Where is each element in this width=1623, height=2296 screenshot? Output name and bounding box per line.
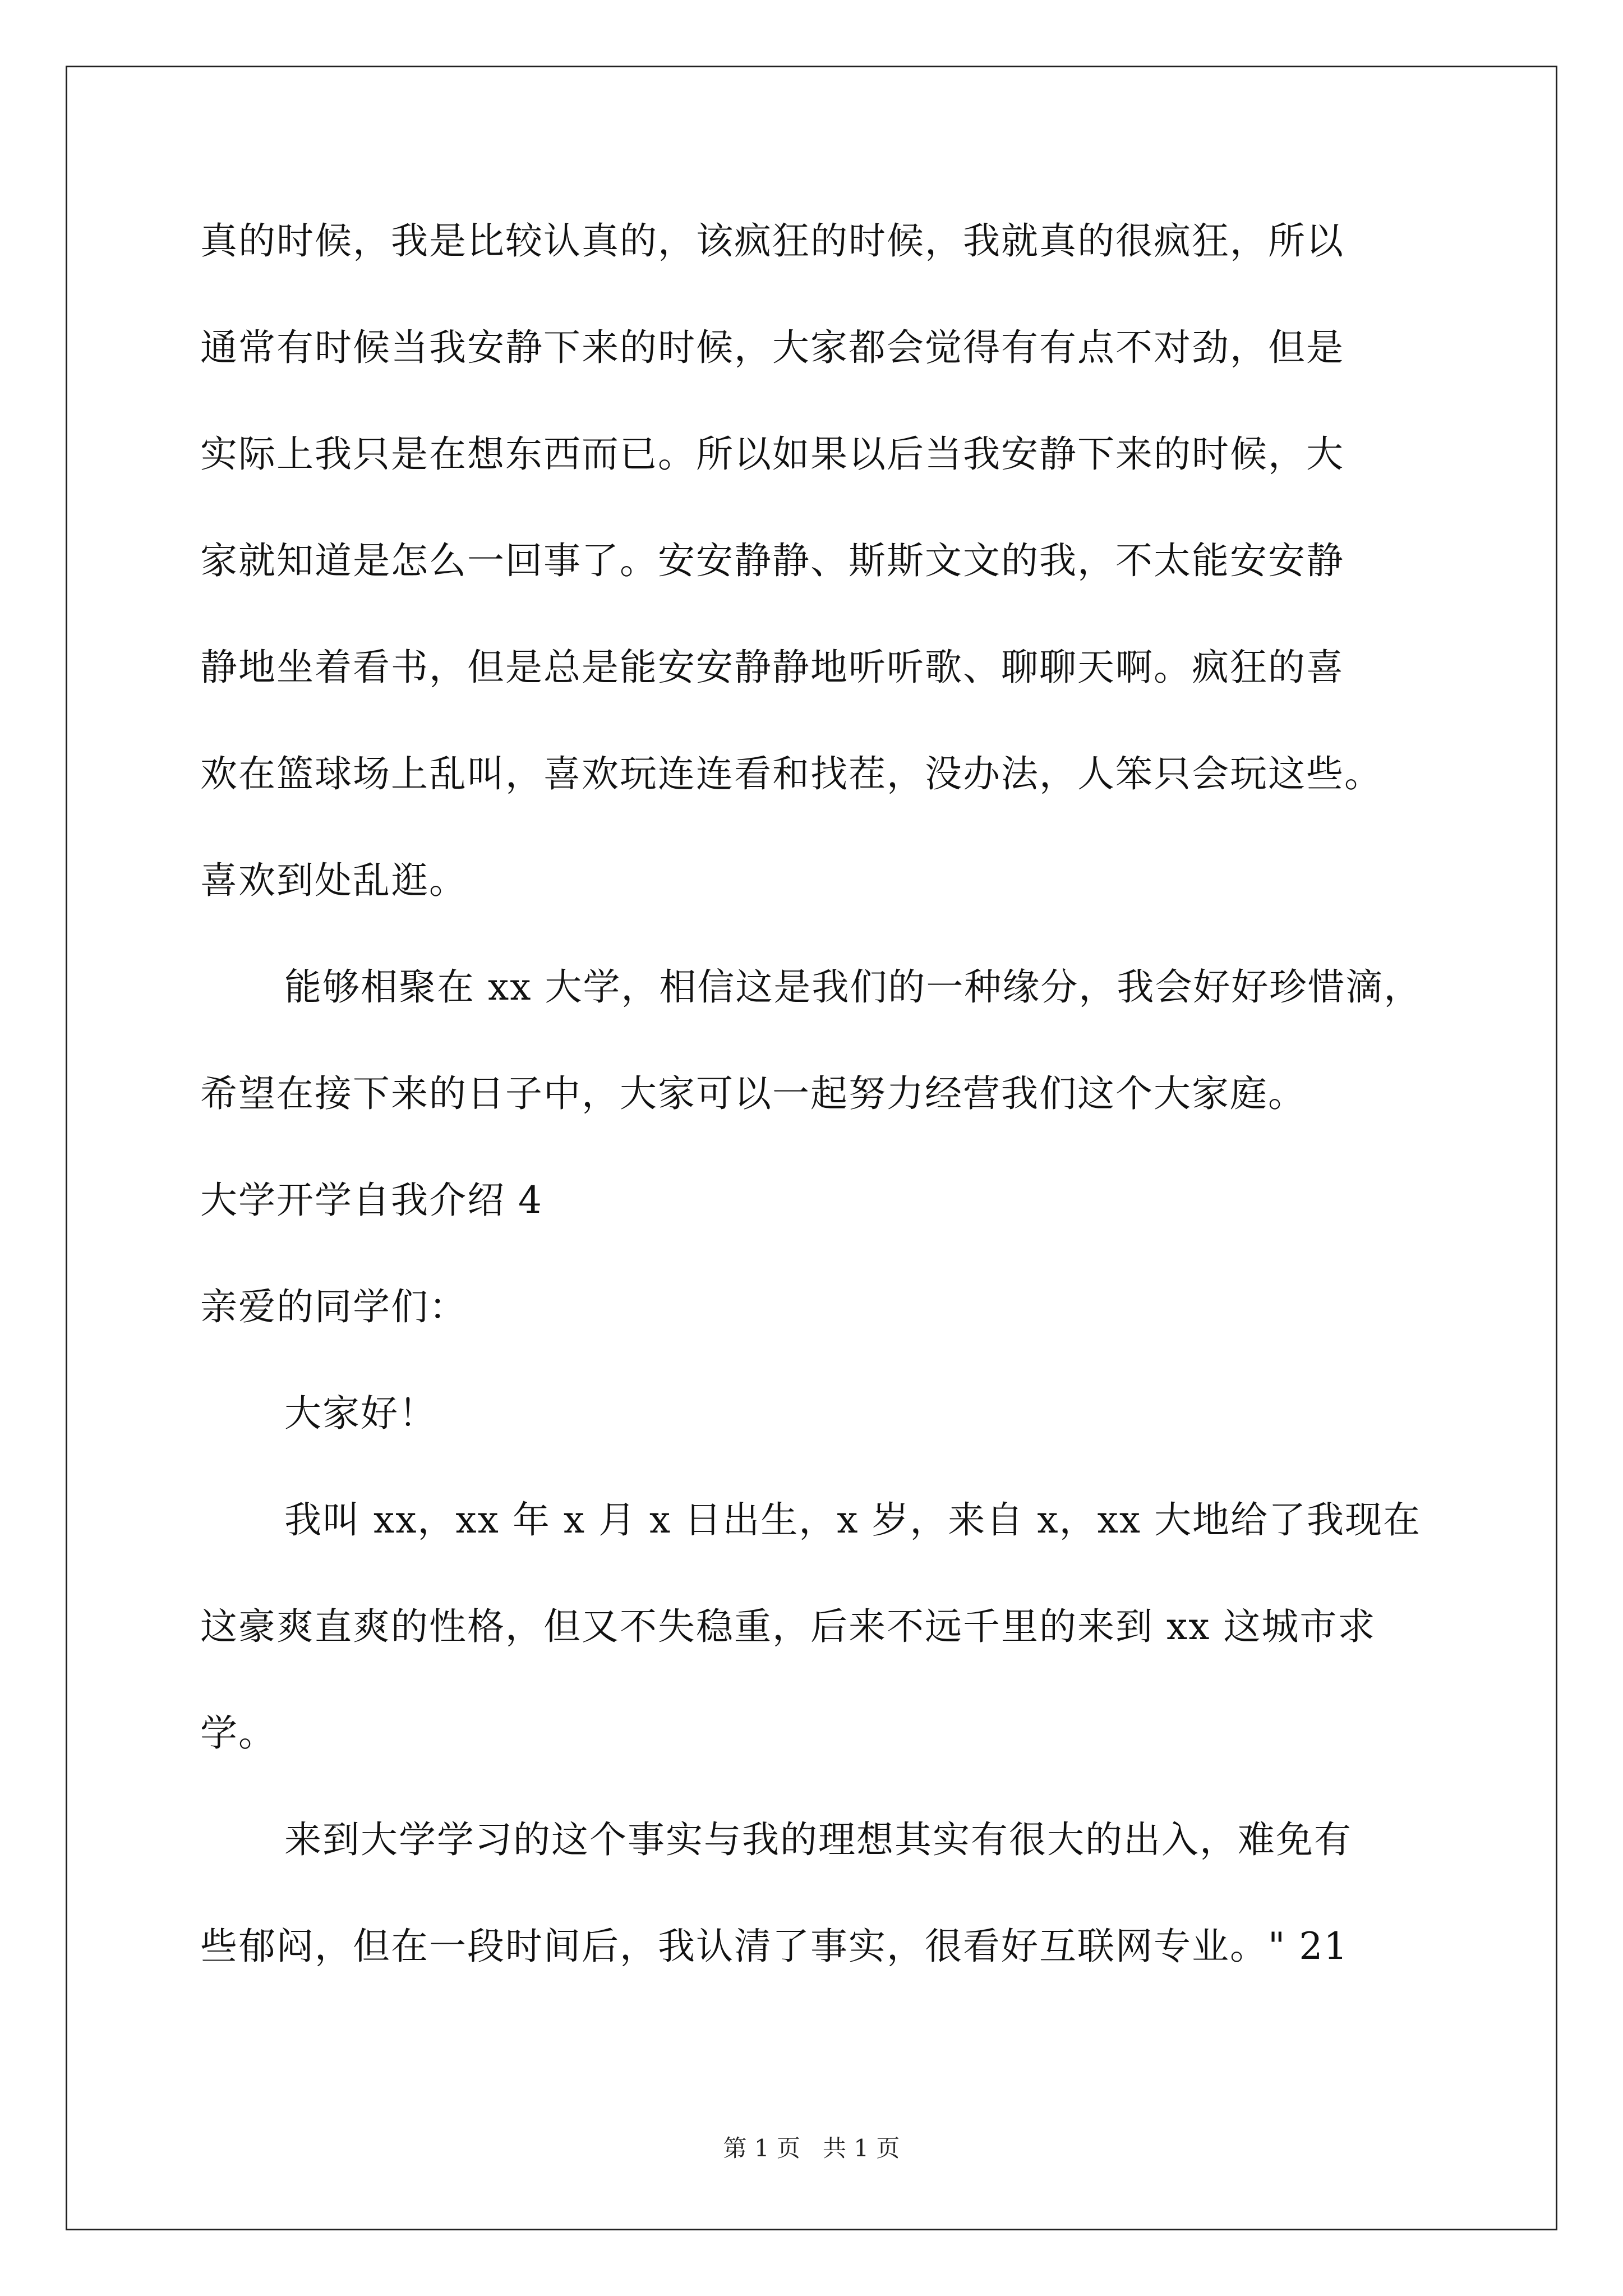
paragraph-line: 这豪爽直爽的性格，但又不失稳重，后来不远千里的来到 xx 这城市求 — [200, 1605, 1376, 1648]
paragraph-line: 来到大学学习的这个事实与我的理想其实有很大的出入，难免有 — [284, 1818, 1352, 1861]
paragraph-line: 希望在接下来的日子中，大家可以一起努力经营我们这个大家庭。 — [200, 1072, 1306, 1115]
paragraph-line: 学。 — [200, 1711, 276, 1755]
paragraph-line: 喜欢到处乱逛。 — [200, 859, 467, 902]
paragraph-line: 能够相聚在 xx 大学，相信这是我们的一种缘分，我会好好珍惜滴， — [284, 965, 1422, 1009]
paragraph-line: 些郁闷，但在一段时间后，我认清了事实，很看好互联网专业。" 21 — [200, 1925, 1349, 1968]
paragraph-line: 欢在篮球场上乱叫，喜欢玩连连看和找茬，没办法，人笨只会玩这些。 — [200, 752, 1382, 795]
page-total: 共 1 页 — [823, 2134, 900, 2162]
paragraph-line: 我叫 xx，xx 年 x 月 x 日出生，x 岁，来自 x，xx 大地给了我现在 — [284, 1498, 1422, 1542]
page-footer — [0, 2132, 1623, 2165]
paragraph-line: 真的时候，我是比较认真的，该疯狂的时候，我就真的很疯狂，所以 — [200, 219, 1344, 263]
section-heading: 大学开学自我介绍 4 — [200, 1179, 543, 1222]
document-body — [200, 213, 1456, 1975]
paragraph-line: 实际上我只是在想东西而已。所以如果以后当我安静下来的时候，大 — [200, 432, 1344, 476]
paragraph-line: 通常有时候当我安静下来的时候，大家都会觉得有有点不对劲，但是 — [200, 326, 1344, 369]
page-number: 第 1 页 — [723, 2134, 800, 2162]
salutation: 亲爱的同学们： — [200, 1285, 467, 1328]
greeting: 大家好！ — [284, 1392, 437, 1435]
paragraph-line: 家就知道是怎么一回事了。安安静静、斯斯文文的我，不太能安安静 — [200, 539, 1344, 582]
paragraph-line: 静地坐着看书，但是总是能安安静静地听听歌、聊聊天啊。疯狂的喜 — [200, 646, 1344, 689]
